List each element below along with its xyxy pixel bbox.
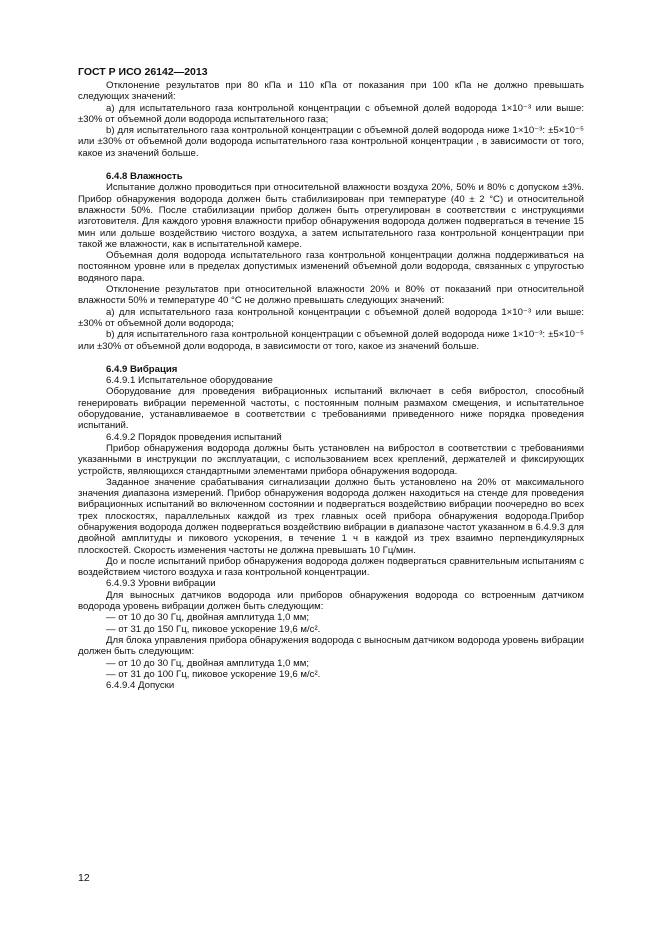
document-header: ГОСТ Р ИСО 26142—2013 (78, 66, 208, 78)
paragraph: До и после испытаний прибор обнаружения водорода должен подвергаться сравнительным испытаниям с воздействием чистого воздуха и газа контрольной концентрации. (78, 555, 584, 579)
subsection-heading: 6.4.9.4 Допуски (106, 680, 175, 692)
document-body (78, 80, 584, 691)
paragraph: Испытание должно проводиться при относительной влажности воздуха 20%, 50% и 80% с допуском ±3%. Прибор обнаружения водорода должен быть стабилизирован при температуре (40 ± 2 °С) и относительной влажности 50%. После стабилизации прибор должен быть отрегулирован в соответствии с инструкциями изготовителя. Для каждого уровня влажности прибор обнаружения водорода должен подвергаться в течение 15 мин или дольше воздействию чистого воздуха, а затем испытательного газа контрольной концентрации при такой же влажности, как в испытательной камере. (78, 182, 584, 250)
paragraph: b) для испытательного газа контрольной концентрации с объемной долей водорода ниже 1×10⁻³: ±5×10⁻⁵ или ±30% от объемной доли водорода, в зависимости от того, какое из значений больше. (78, 329, 584, 352)
paragraph: Заданное значение срабатывания сигнализации должно быть установлено на 20% от максимального значения диапазона измерений. Прибор обнаружения водорода должен находиться на стенде для проведения вибрационных испытаний во включенном состоянии и подвергаться воздействию вибрации поочередно во всех трех плоскостях, параллельных каждой из трех главных осей прибора обнаружения водорода.Прибор обнаружения водорода должен подвергаться воздействию вибрации в диапазоне частот указанном в 6.4.9.3 для двойной амплитуды и пикового ускорения, в течение 1 ч в каждой из трех взаимно перпендикулярных плоскостей. Скорость изменения частоты не должна превышать 10 Гц/мин. (78, 476, 584, 556)
paragraph: Для выносных датчиков водорода или приборов обнаружения водорода со встроенным датчиком водорода уровень вибрации должен быть следующим: (78, 589, 584, 613)
section-heading-vibration: 6.4.9 Вибрация (106, 363, 178, 375)
paragraph: Прибор обнаружения водорода должны быть установлен на вибростол в соответствии с требованиями указанными в инструкции по эксплуатации, с использованием всех креплений, держателей и фиксирующих устройств, являющихся стандартными элементами прибора обнаружения водорода. (78, 442, 584, 477)
list-item: — от 31 до 150 Гц, пиковое ускорение 19,6 м/с². (106, 623, 321, 635)
list-item: — от 10 до 30 Гц, двойная амплитуда 1,0 мм; (106, 612, 310, 624)
subsection-heading: 6.4.9.3 Уровни вибрации (106, 578, 216, 590)
paragraph: Для блока управления прибора обнаружения водорода с выносным датчиком водорода уровень вибрации должен быть следующим: (78, 634, 584, 658)
paragraph: Отклонение результатов при 80 кПа и 110 кПа от показания при 100 кПа не должно превышать следующих значений: (78, 80, 584, 103)
subsection-heading: 6.4.9.1 Испытательное оборудование (106, 375, 273, 387)
paragraph: а) для испытательного газа контрольной концентрации с объемной долей водорода 1×10⁻³ или выше: ±30% от объемной доли водорода; (78, 306, 584, 329)
subsection-heading: 6.4.9.2 Порядок проведения испытаний (106, 431, 282, 443)
list-item: — от 10 до 30 Гц, двойная амплитуда 1,0 мм; (106, 657, 310, 669)
section-heading-humidity: 6.4.8 Влажность (106, 171, 183, 183)
paragraph: b) для испытательного газа контрольной концентрации с объемной долей водорода ниже 1×10⁻³: ±5×10⁻⁵ или ±30% от объемной доли водорода испытательного газа контрольной концентрации , в зависимости от того, какое из значений больше. (78, 125, 584, 159)
paragraph: Отклонение результатов при относительной влажности 20% и 80% от показаний при относительной влажности 50% и температуре 40 °С не должно превышать следующих значений: (78, 284, 584, 307)
page-number: 12 (78, 872, 90, 884)
paragraph: Оборудование для проведения вибрационных испытаний включает в себя вибростол, способный генерировать вибрации переменной частоты, с постоянным полным размахом смещения, и испытательное оборудование, устанавливаемое в соответствии с требованиями приведенного ниже порядка проведения испытаний. (78, 386, 584, 432)
list-item: — от 31 до 100 Гц, пиковое ускорение 19,6 м/с². (106, 668, 321, 680)
paragraph: а) для испытательного газа контрольной концентрации с объемной долей водорода 1×10⁻³ или выше: ±30% от объемной доли водорода испытательного газа; (78, 102, 584, 125)
paragraph: Объемная доля водорода испытательного газа контрольной концентрации должна поддерживаться на постоянном уровне или в пределах допустимых изменений объемной доли водорода, связанных с упругостью водяного пара. (78, 250, 584, 284)
